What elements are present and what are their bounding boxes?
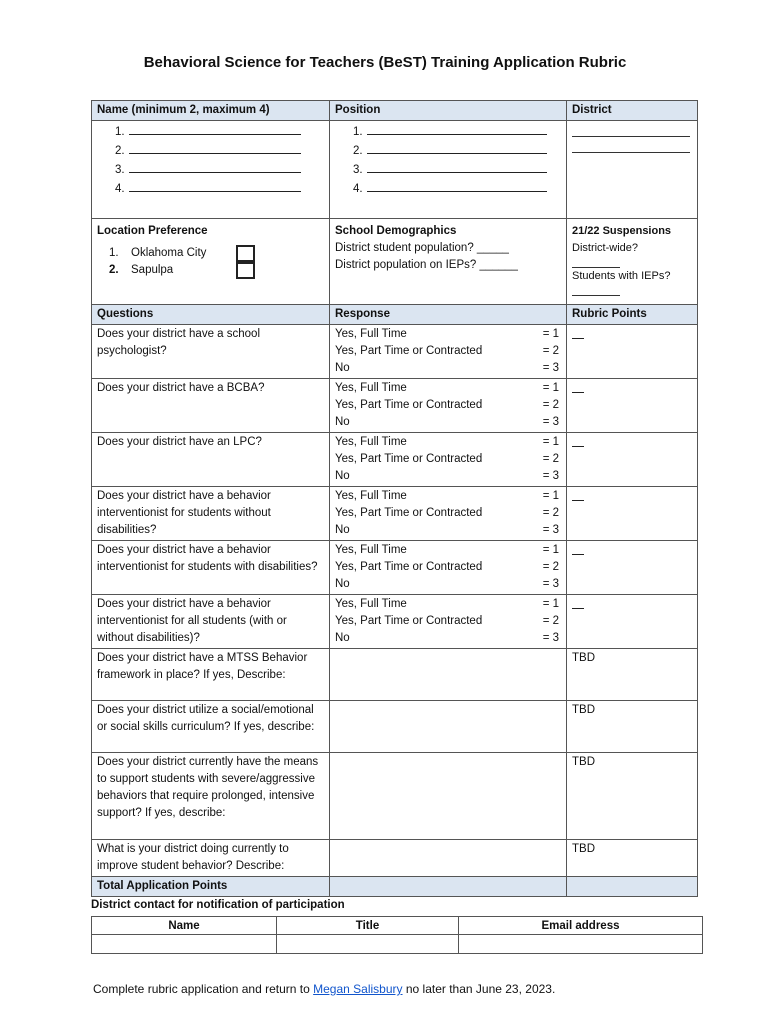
location-cell <box>92 219 330 305</box>
contact-email-header: Email address <box>459 917 703 935</box>
rubric-points-blank[interactable] <box>567 487 698 541</box>
question-text: Does your district have a behavior interventionist for students without disabilities? <box>92 487 330 541</box>
rubric-points-blank[interactable] <box>567 541 698 595</box>
names-row <box>92 121 698 219</box>
question-row <box>92 487 698 541</box>
question-row <box>92 595 698 649</box>
open-question-row <box>92 753 698 840</box>
open-response-cell[interactable] <box>330 840 567 877</box>
question-text: Does your district have an LPC? <box>92 433 330 487</box>
suspensions-cell <box>567 219 698 305</box>
response-options: Yes, Full Time = 1 Yes, Part Time or Contracted = 2 No = 3 <box>330 433 567 487</box>
contact-name-input[interactable] <box>92 935 277 954</box>
total-response-cell <box>330 877 567 897</box>
question-row <box>92 433 698 487</box>
response-header: Response <box>330 305 567 325</box>
name-line-2[interactable]: 2. <box>97 141 324 160</box>
total-points-cell[interactable] <box>567 877 698 897</box>
megan-salisbury-link[interactable]: Megan Salisbury <box>313 982 403 996</box>
question-row <box>92 325 698 379</box>
open-question-text: Does your district currently have the means to support students with severe/aggressive behaviors that require prolonged, intensive support? If yes, describe: <box>92 753 330 840</box>
header-row-names <box>92 101 698 121</box>
open-response-cell[interactable] <box>330 701 567 753</box>
response-options: Yes, Full Time = 1 Yes, Part Time or Contracted = 2 No = 3 <box>330 487 567 541</box>
demographics-line-1[interactable]: District student population? _____ <box>335 242 509 254</box>
district-lines <box>567 121 698 219</box>
contact-header-row <box>92 917 703 935</box>
location-option-okc[interactable]: 1. Oklahoma City <box>97 245 324 262</box>
suspensions-label: 21/22 Suspensions <box>572 225 672 237</box>
rubric-table <box>91 100 698 897</box>
response-options: Yes, Full Time = 1 Yes, Part Time or Contracted = 2 No = 3 <box>330 541 567 595</box>
open-question-row <box>92 649 698 701</box>
contact-input-row <box>92 935 703 954</box>
contact-name-header: Name <box>92 917 277 935</box>
question-row <box>92 541 698 595</box>
open-question-text: Does your district utilize a social/emotional or social skills curriculum? If yes, describe: <box>92 701 330 753</box>
question-text: Does your district have a BCBA? <box>92 379 330 433</box>
district-line-2[interactable] <box>572 142 690 153</box>
question-row <box>92 379 698 433</box>
position-line-3[interactable]: 3. <box>335 160 561 179</box>
position-line-2[interactable]: 2. <box>335 141 561 160</box>
contact-email-input[interactable] <box>459 935 703 954</box>
question-text: Does your district have a behavior interventionist for students with disabilities? <box>92 541 330 595</box>
question-text: Does your district have a school psychologist? <box>92 325 330 379</box>
contact-title-input[interactable] <box>277 935 459 954</box>
position-line-1[interactable]: 1. <box>335 122 561 141</box>
suspensions-blank-2[interactable] <box>572 285 620 296</box>
rubric-points-tbd: TBD <box>567 649 698 701</box>
name-line-3[interactable]: 3. <box>97 160 324 179</box>
demographics-label: School Demographics <box>335 225 457 237</box>
total-row <box>92 877 698 897</box>
location-label: Location Preference <box>97 225 208 237</box>
suspensions-line-1: District-wide? <box>572 242 639 254</box>
contact-table <box>91 916 703 954</box>
demographics-cell <box>330 219 567 305</box>
name-line-4[interactable]: 4. <box>97 179 324 198</box>
open-question-text: What is your district doing currently to improve student behavior? Describe: <box>92 840 330 877</box>
response-options: Yes, Full Time = 1 Yes, Part Time or Contracted = 2 No = 3 <box>330 595 567 649</box>
name-line-1[interactable]: 1. <box>97 122 324 141</box>
suspensions-blank-1[interactable] <box>572 257 620 268</box>
name-header: Name (minimum 2, maximum 4) <box>92 101 330 121</box>
open-question-row <box>92 701 698 753</box>
suspensions-line-2: Students with IEPs? <box>572 270 671 282</box>
open-response-cell[interactable] <box>330 649 567 701</box>
position-lines <box>330 121 567 219</box>
district-line-1[interactable] <box>572 126 690 137</box>
open-question-text: Does your district have a MTSS Behavior framework in place? If yes, Describe: <box>92 649 330 701</box>
question-text: Does your district have a behavior interventionist for all students (with or without disabilities)? <box>92 595 330 649</box>
header-row-questions <box>92 305 698 325</box>
position-line-4[interactable]: 4. <box>335 179 561 198</box>
rubric-points-tbd: TBD <box>567 753 698 840</box>
open-question-row <box>92 840 698 877</box>
demographics-row <box>92 219 698 305</box>
response-options: Yes, Full Time = 1 Yes, Part Time or Contracted = 2 No = 3 <box>330 325 567 379</box>
rubric-points-tbd: TBD <box>567 701 698 753</box>
district-header: District <box>567 101 698 121</box>
rubric-points-blank[interactable] <box>567 379 698 433</box>
page-title: Behavioral Science for Teachers (BeST) Training Application Rubric <box>143 54 627 71</box>
checkbox-okc[interactable] <box>236 245 255 262</box>
position-header: Position <box>330 101 567 121</box>
contact-title-header: Title <box>277 917 459 935</box>
total-label: Total Application Points <box>92 877 330 897</box>
demographics-line-2[interactable]: District population on IEPs? ______ <box>335 259 518 271</box>
name-lines <box>92 121 330 219</box>
contact-section-title: District contact for notification of participation <box>91 899 345 911</box>
location-option-sapulpa[interactable]: 2. Sapulpa <box>97 262 324 279</box>
rubric-points-blank[interactable] <box>567 595 698 649</box>
rubric-points-blank[interactable] <box>567 433 698 487</box>
questions-header: Questions <box>92 305 330 325</box>
open-response-cell[interactable] <box>330 753 567 840</box>
checkbox-sapulpa[interactable] <box>236 262 255 279</box>
rubric-header: Rubric Points <box>567 305 698 325</box>
rubric-points-blank[interactable] <box>567 325 698 379</box>
response-options: Yes, Full Time = 1 Yes, Part Time or Contracted = 2 No = 3 <box>330 379 567 433</box>
footer-instructions: Complete rubric application and return to Megan Salisbury no later than June 23, 2023. <box>93 982 556 996</box>
rubric-points-tbd: TBD <box>567 840 698 877</box>
